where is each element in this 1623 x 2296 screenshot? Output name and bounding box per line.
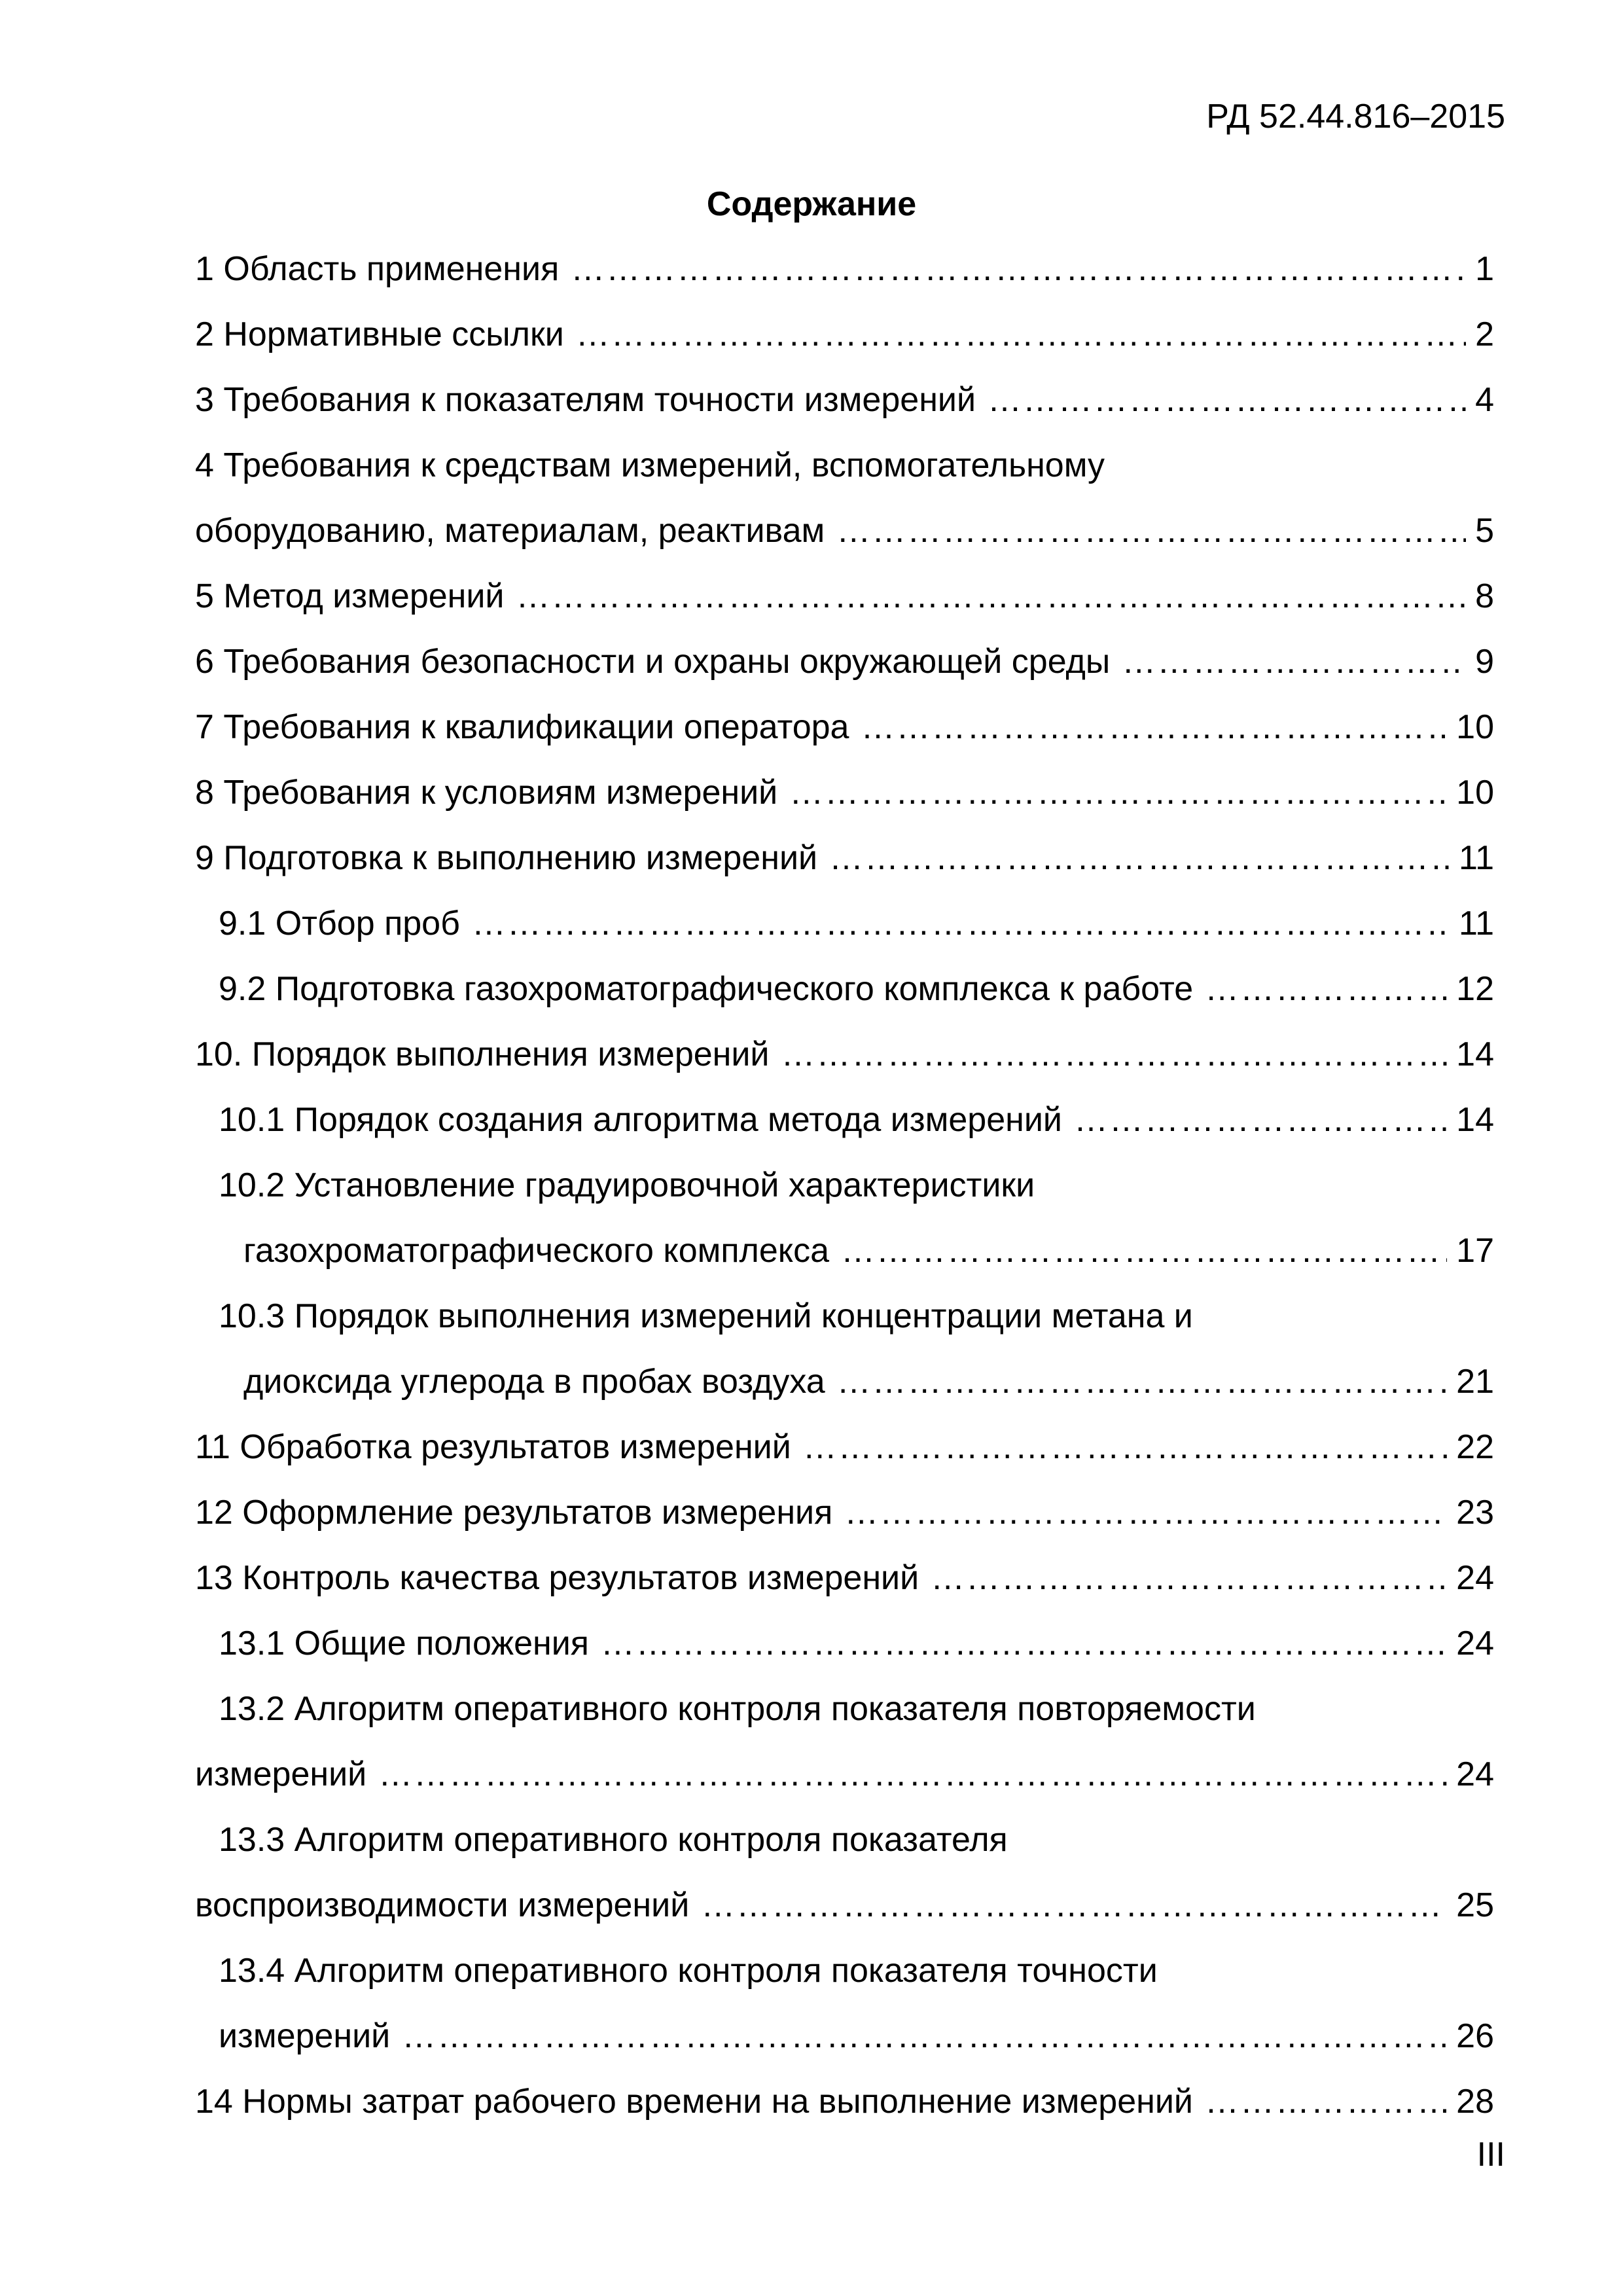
toc-entry-label: диоксида углерода в пробах воздуха [243, 1363, 825, 1401]
toc-entry-4[interactable] [195, 507, 1494, 554]
toc-leader-dots [378, 1751, 1447, 1798]
toc-entry-10-1[interactable] [219, 1096, 1494, 1143]
toc-entry-4-line1[interactable]: 4 Требования к средствам измерений, вспомогательному [195, 446, 1105, 484]
toc-entry-9-1[interactable] [219, 900, 1494, 947]
toc-entry-1[interactable] [195, 245, 1494, 293]
toc-entry-10-2-line1[interactable]: 10.2 Установление градуировочной характеристики [219, 1166, 1035, 1204]
toc-leader-dots [988, 376, 1466, 423]
toc-entry-12[interactable] [195, 1489, 1494, 1536]
toc-entry-page: 22 [1456, 1428, 1494, 1466]
toc-entry-page: 24 [1456, 1559, 1494, 1597]
toc-entry-10-3-line1[interactable]: 10.3 Порядок выполнения измерений концентрации метана и [219, 1297, 1193, 1335]
toc-leader-dots [701, 1882, 1447, 1929]
toc-leader-dots [516, 573, 1466, 620]
toc-entry-label: 13 Контроль качества результатов измерений [195, 1559, 919, 1597]
toc-entry-label: 9 Подготовка к выполнению измерений [195, 839, 818, 877]
toc-entry-page: 9 [1475, 643, 1494, 681]
toc-entry-label: измерений [219, 2017, 391, 2055]
toc-leader-dots [1122, 638, 1466, 685]
toc-entry-label: газохроматографического комплекса [243, 1232, 830, 1270]
toc-entry-13-4-line1[interactable]: 13.4 Алгоритм оперативного контроля показателя точности [219, 1952, 1158, 1990]
toc-entry-label: 7 Требования к квалификации оператора [195, 708, 849, 746]
toc-entry-page: 28 [1456, 2083, 1494, 2121]
toc-entry-10-3[interactable] [243, 1358, 1494, 1405]
toc-entry-label: оборудованию, материалам, реактивам [195, 512, 825, 550]
toc-entry-9-2[interactable] [219, 965, 1494, 1013]
toc-entry-page: 25 [1456, 1886, 1494, 1924]
toc-entry-label: 8 Требования к условиям измерений [195, 774, 778, 812]
toc-entry-page: 10 [1456, 774, 1494, 812]
toc-entry-8[interactable] [195, 769, 1494, 816]
toc-leader-dots [576, 311, 1466, 358]
toc-entry-page: 14 [1456, 1035, 1494, 1073]
toc-entry-label: воспроизводимости измерений [195, 1886, 690, 1924]
toc-entry-page: 1 [1475, 250, 1494, 288]
toc-entry-page: 8 [1475, 577, 1494, 615]
toc-entry-page: 24 [1456, 1755, 1494, 1793]
toc-leader-dots [571, 245, 1466, 293]
document-code: РД 52.44.816–2015 [1206, 98, 1505, 135]
toc-entry-label: 9.1 Отбор проб [219, 905, 460, 942]
toc-title: Содержание [706, 185, 917, 223]
toc-entry-label: 9.2 Подготовка газохроматографического комплекса к работе [219, 970, 1194, 1008]
toc-entry-page: 21 [1456, 1363, 1494, 1401]
toc-entry-label: 10. Порядок выполнения измерений [195, 1035, 770, 1073]
toc-entry-page: 12 [1456, 970, 1494, 1008]
toc-leader-dots [1074, 1096, 1447, 1143]
toc-entry-label: 14 Нормы затрат рабочего времени на выполнение измерений [195, 2083, 1193, 2121]
toc-leader-dots [472, 900, 1450, 947]
toc-leader-dots [1205, 965, 1447, 1013]
toc-entry-page: 4 [1475, 381, 1494, 419]
toc-entry-label: 12 Оформление результатов измерения [195, 1494, 833, 1532]
toc-leader-dots [836, 507, 1466, 554]
toc-entry-10[interactable] [195, 1031, 1494, 1078]
toc-entry-5[interactable] [195, 573, 1494, 620]
toc-entry-page: 11 [1459, 839, 1494, 877]
toc-entry-13-3-line1[interactable]: 13.3 Алгоритм оперативного контроля показателя [219, 1821, 1008, 1859]
toc-entry-page: 10 [1456, 708, 1494, 746]
toc-entry-7[interactable] [195, 704, 1494, 751]
toc-leader-dots [601, 1620, 1447, 1667]
toc-entry-11[interactable] [195, 1424, 1494, 1471]
toc-leader-dots [789, 769, 1447, 816]
toc-entry-page: 26 [1456, 2017, 1494, 2055]
toc-entry-label: 11 Обработка результатов измерений [195, 1428, 791, 1466]
toc-entry-label: 5 Метод измерений [195, 577, 505, 615]
toc-leader-dots [781, 1031, 1447, 1078]
toc-entry-page: 2 [1475, 315, 1494, 353]
toc-entry-page: 11 [1459, 905, 1494, 942]
toc-leader-dots [841, 1227, 1447, 1274]
page-number: III [1476, 2136, 1505, 2174]
toc-leader-dots [402, 2013, 1447, 2060]
toc-entry-label: 3 Требования к показателям точности измерений [195, 381, 976, 419]
toc-entry-13[interactable] [195, 1554, 1494, 1602]
toc-entry-6[interactable] [195, 638, 1494, 685]
toc-entry-13-3[interactable] [195, 1882, 1494, 1929]
toc-entry-9[interactable] [195, 834, 1494, 882]
toc-entry-label: 2 Нормативные ссылки [195, 315, 564, 353]
toc-entry-label: измерений [195, 1755, 367, 1793]
toc-leader-dots [931, 1554, 1447, 1602]
toc-leader-dots [829, 834, 1450, 882]
toc-entry-14[interactable] [195, 2078, 1494, 2125]
toc-entry-13-4[interactable] [219, 2013, 1494, 2060]
toc-leader-dots [837, 1358, 1447, 1405]
toc-entry-13-1[interactable] [219, 1620, 1494, 1667]
toc-leader-dots [861, 704, 1447, 751]
toc-entry-3[interactable] [195, 376, 1494, 423]
toc-leader-dots [844, 1489, 1447, 1536]
toc-entry-label: 10.1 Порядок создания алгоритма метода измерений [219, 1101, 1062, 1139]
toc-entry-page: 5 [1475, 512, 1494, 550]
toc-entry-13-2-line1[interactable]: 13.2 Алгоритм оперативного контроля показателя повторяемости [219, 1690, 1256, 1728]
toc-entry-page: 17 [1456, 1232, 1494, 1270]
toc-entry-13-2[interactable] [195, 1751, 1494, 1798]
toc-entry-page: 14 [1456, 1101, 1494, 1139]
toc-entry-page: 23 [1456, 1494, 1494, 1532]
toc-entry-label: 6 Требования безопасности и охраны окружающей среды [195, 643, 1111, 681]
toc-leader-dots [1205, 2078, 1447, 2125]
toc-entry-10-2[interactable] [243, 1227, 1494, 1274]
toc-leader-dots [803, 1424, 1447, 1471]
toc-entry-label: 13.1 Общие положения [219, 1624, 589, 1662]
toc-entry-page: 24 [1456, 1624, 1494, 1662]
toc-entry-label: 1 Область применения [195, 250, 560, 288]
toc-entry-2[interactable] [195, 311, 1494, 358]
